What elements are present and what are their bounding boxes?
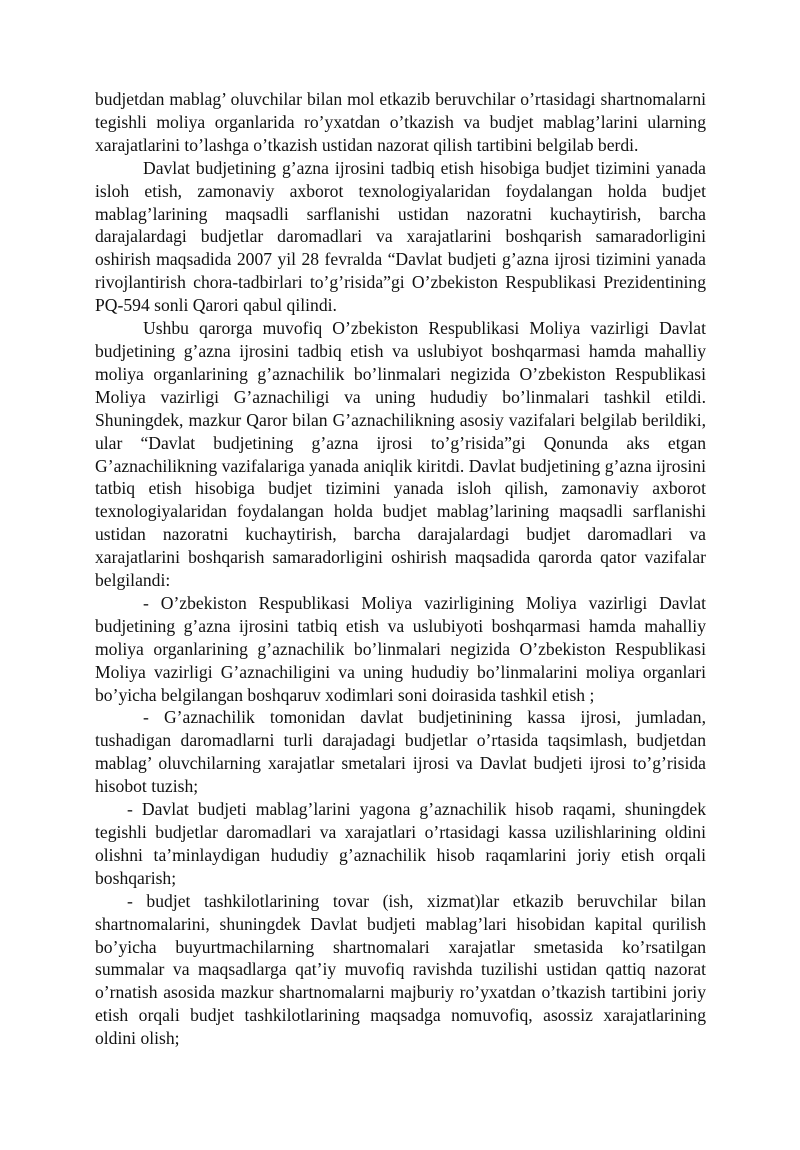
list-item-treasury-organization: - O’zbekiston Respublikasi Moliya vazirligining Moliya vazirligi Davlat budjetining g’azna ijrosini tatbiq etish va uslubiyoti boshqarmasi hamda mahalliy moliya organlarining g’aznachilik bo’linmalari negizida O’zbekiston Respublikasi Moliya vazirligi G’aznachiligini va uning hududiy bo’linmalarini moliya organlari bo’yicha belgilangan boshqaruv xodimlari soni doirasida tashkil etish ; <box>95 592 706 705</box>
list-item-single-account: - Davlat budjeti mablag’larini yagona g’aznachilik hisob raqami, shuningdek tegishli budjetlar daromadlari va xarajatlari o’rtasidagi kassa uzilishlarining oldini olishni ta’minlaydigan hududiy g’aznachilik hisob raqamlarini joriy etish orqali boshqarish; <box>95 799 706 888</box>
list-item-cash-execution: - G’aznachilik tomonidan davlat budjetinining kassa ijrosi, jumladan, tushadigan daromadlarni turli darajadagi budjetlar o’rtasida taqsimlash, budjetdan mablag’ oluvchilarning xarajatlar smetalari ijrosi va Davlat budjeti ijrosi to’g’risida hisobot tuzish; <box>95 707 706 797</box>
list-item-contract-registration: - budjet tashkilotlarining tovar (ish, xizmat)lar etkazib beruvchilar bilan shartnomalarini, shuningdek Davlat budjeti mablag’lari hisobidan kapital qurilish bo’yicha buyurtmachilarning shartnomalari xarajatlar smetasida ko’rsatilgan summalar va maqsadlarga qat’iy muvofiq ravishda tuzilishi ustidan qattiq nazorat o’rnatish asosida mazkur shartnomalarni majburiy ro’yxatdan o’tkazish tartibini joriy etish orqali budjet tashkilotlarining maqsadga nomuvofiq, asossiz xarajatlarining oldini olish; <box>95 890 706 1049</box>
paragraph-decree-tasks: Ushbu qarorga muvofiq O’zbekiston Respublikasi Moliya vazirligi Davlat budjetining g’azna ijrosini tadbiq etish va uslubiyot boshqarmasi hamda mahalliy moliya organlarining g’aznachilik bo’linmalari negizida O’zbekiston Respublikasi Moliya vazirligi G’aznachiligi va uning hududiy bo’linmalari tashkil etildi. Shuningdek, mazkur Qaror bilan G’aznachilikning asosiy vazifalari belgilab berildiki, ular “Davlat budjetining g’azna ijrosi to’g’risida”gi Qonunda aks etgan G’aznachilikning vazifalariga yanada aniqlik kiritdi. Davlat budjetining g’azna ijrosini tatbiq etish hisobiga budjet tizimini yanada isloh qilish, zamonaviy axborot texnologiyalaridan foydalangan holda budjet mablag’larining maqsadli sarflanishi ustidan nazoratni kuchaytirish, barcha darajalardagi budjet daromadlari va xarajatlarini boshqarish samaradorligini oshirish maqsadida qarorda qator vazifalar belgilandi: <box>95 318 706 591</box>
document-page <box>95 88 706 1050</box>
paragraph-continuation: budjetdan mablag’ oluvchilar bilan mol etkazib beruvchilar o’rtasidagi shartnomalarni tegishli moliya organlarida ro’yxatdan o’tkazish va budjet mablag’larini ularning xarajatlarini to’lashga o’tkazish ustidan nazorat qilish tartibini belgilab berdi. <box>95 89 706 155</box>
paragraph-treasury-decree: Davlat budjetining g’azna ijrosini tadbiq etish hisobiga budjet tizimini yanada isloh etish, zamonaviy axborot texnologiyalaridan foydalangan holda budjet mablag’larining maqsadli sarflanishi ustidan nazoratni kuchaytirish, barcha darajalardagi budjetlar daromadlari va xarajatlarini boshqarish samaradorligini oshirish maqsadida 2007 yil 28 fevralda “Davlat budjeti g’azna ijrosi tizimini yanada rivojlantirish chora-tadbirlari to’g’risida”gi O’zbekiston Respublikasi Prezidentining PQ-594 sonli Qarori qabul qilindi. <box>95 157 706 316</box>
